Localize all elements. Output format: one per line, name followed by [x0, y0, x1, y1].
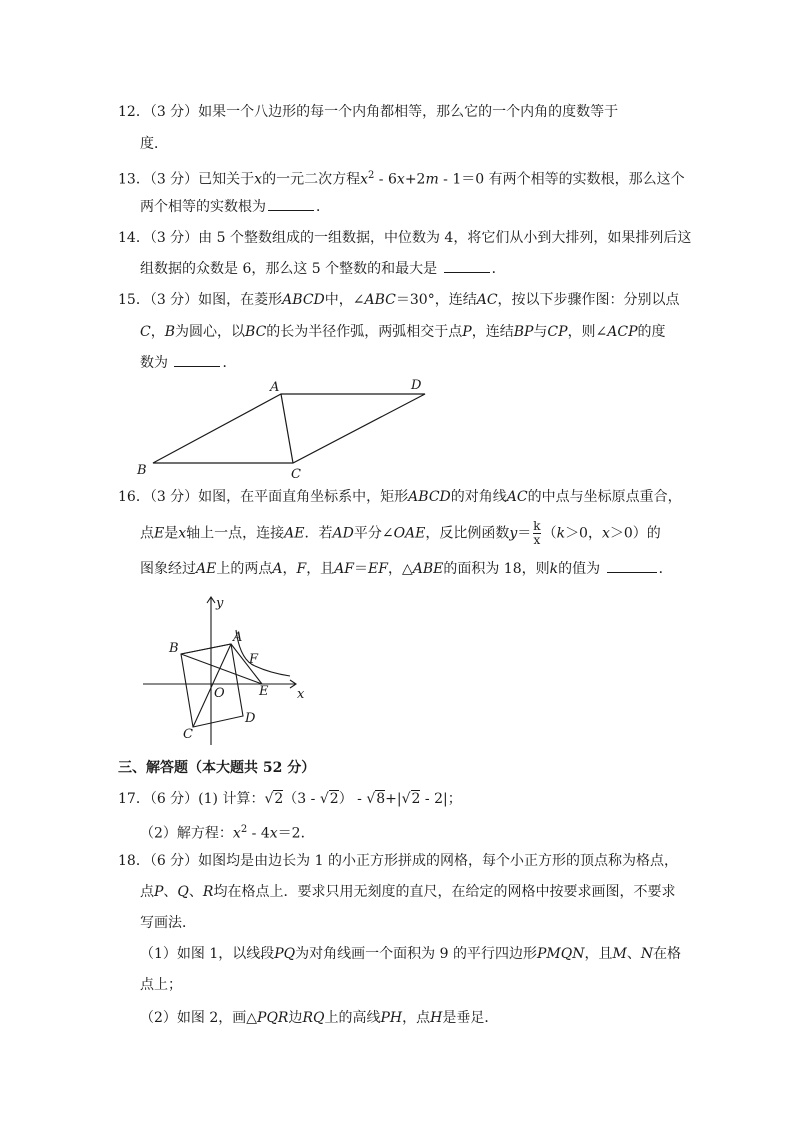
label-b: B	[169, 641, 179, 656]
answer-blank	[174, 354, 220, 367]
section-heading: 三、解答题（本大题共 52 分）	[118, 760, 316, 776]
diagonal-ac	[193, 644, 231, 727]
q12-line2: 度．	[140, 136, 168, 152]
q14-line2: 组数据的众数是 6，那么这 5 个整数的和最大是 ．	[140, 261, 506, 277]
label-a: A	[233, 630, 243, 645]
label-x: x	[297, 687, 305, 702]
label-a: A	[270, 380, 280, 395]
diagonal-ac	[281, 394, 293, 463]
q16-line3: 图象经过AE上的两点A，F，且AF＝EF，△ABE的面积为 18，则k的值为 ．	[140, 561, 673, 577]
segment-ae	[231, 644, 262, 684]
q18-line4: （1）如图 1，以线段PQ为对角线画一个面积为 9 的平行四边形PMQN，且M、N在格	[140, 946, 682, 962]
label-c: C	[183, 727, 193, 742]
label-c: C	[291, 467, 301, 482]
q18-line6: （2）如图 2，画△PQR边RQ上的高线PH，点H是垂足．	[140, 1010, 499, 1026]
q18-line1: 18．（6 分）如图均是由边长为 1 的小正方形拼成的网格，每个小正方形的顶点称为格点，	[118, 853, 678, 869]
answer-blank	[268, 198, 314, 211]
answer-blank	[607, 560, 657, 573]
label-b: B	[137, 463, 147, 478]
label-o: O	[214, 686, 225, 701]
q18-line2: 点P、Q、R均在格点上．要求只用无刻度的直尺，在给定的网格中按要求画图，不要求	[140, 884, 676, 900]
q16-line2: 点E是x轴上一点，连接AE．若AD平分∠OAE，反比例函数y＝ $\frac{k}{x}$ （k＞0，x＞0）的	[140, 519, 661, 547]
rectangle-abcd	[181, 644, 243, 727]
q16-line1: 16．（3 分）如图，在平面直角坐标系中，矩形ABCD的对角线AC的中点与坐标原点重合，	[118, 489, 682, 505]
label-d: D	[411, 378, 422, 393]
rhombus-abcd	[153, 394, 425, 463]
q15-line3: 数为 ．	[140, 355, 237, 371]
x-axis-arrow	[290, 680, 296, 688]
answer-blank	[444, 260, 490, 273]
y-axis-arrow	[207, 597, 215, 603]
q14-line1: 14．（3 分）由 5 个整数组成的一组数据，中位数为 4，将它们从小到大排列，如果排列后这	[118, 230, 692, 246]
fraction-k-over-x: $\frac{k}{x}$	[533, 519, 541, 547]
label-f: F	[249, 652, 259, 667]
label-e: E	[259, 684, 269, 699]
q17-line1: 17．（6 分）(1) 计算：√2（3 - √2） - √8+|√2 - 2|；	[118, 791, 462, 807]
segment-ab	[181, 644, 231, 654]
q17-line2: （2）解方程：$x^2 - 4x=2$．	[140, 824, 315, 842]
q15-line2: C，B为圆心，以BC的长为半径作弧，两弧相交于点P，连结BP与CP，则∠ACP的度	[140, 324, 666, 340]
q15-line1: 15．（3 分）如图，在菱形ABCD中，∠ABC＝30°，连结AC，按以下步骤作图：分别以点	[118, 292, 680, 308]
label-y: y	[216, 596, 224, 611]
q13-line2: 两个相等的实数根为 ．	[140, 199, 330, 215]
label-d: D	[245, 711, 256, 726]
q18-line3: 写画法．	[140, 915, 196, 931]
q18-line5: 点上；	[140, 977, 182, 993]
hyperbola-curve	[236, 630, 290, 676]
q13-line1: 13．（3 分）已知关于x的一元二次方程$x^2 - 6x+2m - 1=0$ 有两个相等的实数根，那么这个	[118, 170, 685, 188]
q12-line1: 12．（3 分）如果一个八边形的每一个内角都相等，那么它的一个内角的度数等于	[118, 104, 619, 120]
segment-be	[181, 654, 262, 684]
